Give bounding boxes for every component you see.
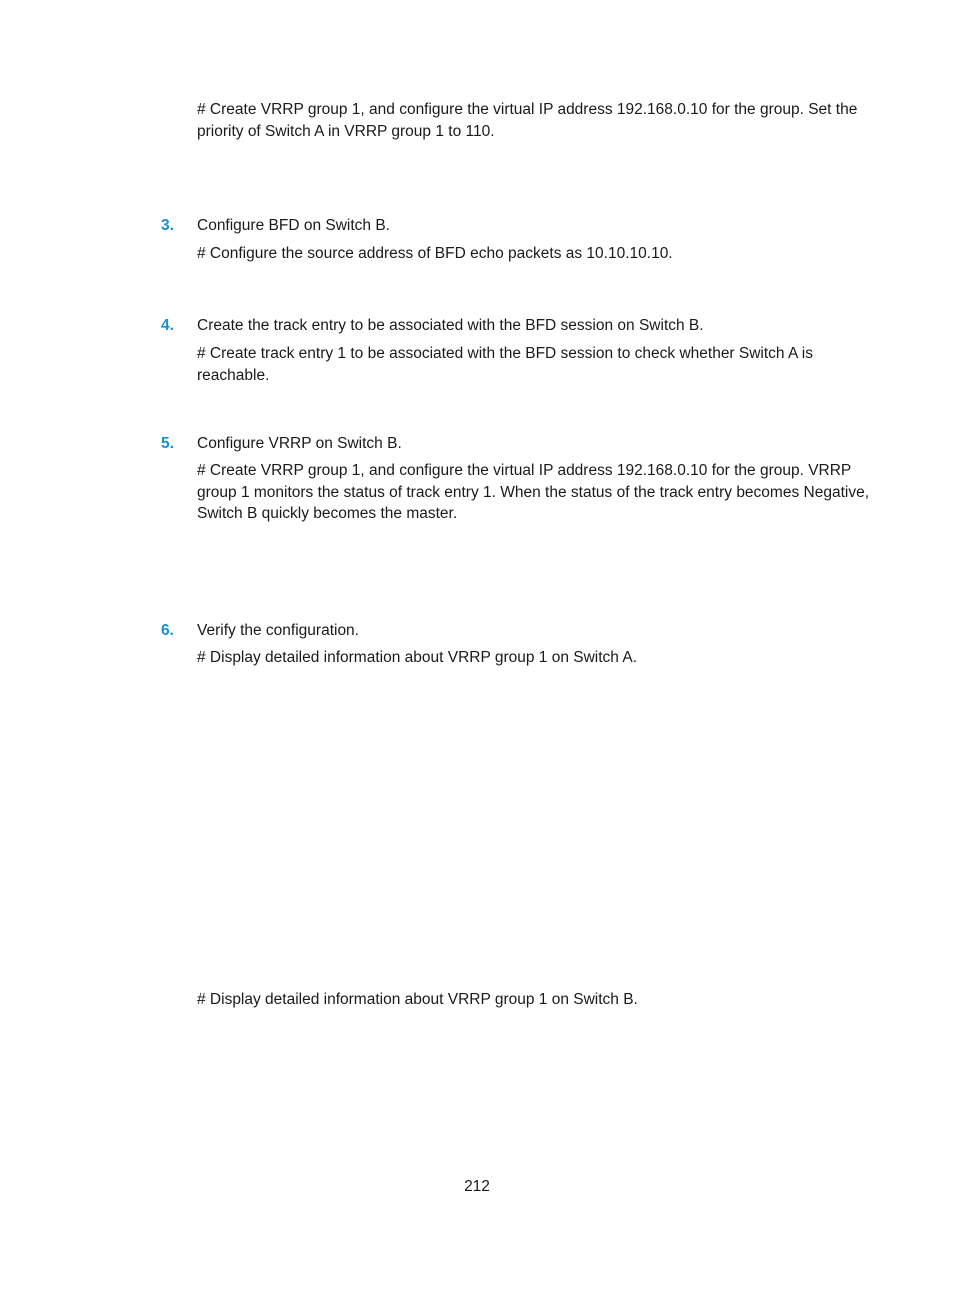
step-5-number: 5.	[161, 435, 174, 452]
step-3-description: # Configure the source address of BFD echo packets as 10.10.10.10.	[197, 245, 673, 262]
verify-switch-b-text: # Display detailed information about VRRP group 1 on Switch B.	[197, 991, 638, 1008]
step-4-number: 4.	[161, 317, 174, 334]
step-4-title: Create the track entry to be associated with the BFD session on Switch B.	[197, 317, 704, 334]
step-5-description: # Create VRRP group 1, and configure the virtual IP address 192.168.0.10 for the group. VRRP group 1 monitors the status of track entry 1. When the status of the track entry becomes Negative, Switch B quickly becomes the master.	[197, 462, 869, 522]
step-3-title: Configure BFD on Switch B.	[197, 217, 390, 234]
step-3-number: 3.	[161, 217, 174, 234]
step-6-description: # Display detailed information about VRRP group 1 on Switch A.	[197, 649, 637, 666]
page-number: 212	[464, 1178, 490, 1195]
step-4-description: # Create track entry 1 to be associated with the BFD session to check whether Switch A is reachable.	[197, 345, 813, 384]
step-5-title: Configure VRRP on Switch B.	[197, 435, 402, 452]
step-6-title: Verify the configuration.	[197, 622, 359, 639]
step-6-number: 6.	[161, 622, 174, 639]
intro-paragraph: # Create VRRP group 1, and configure the virtual IP address 192.168.0.10 for the group. Set the priority of Switch A in VRRP group 1 to 110.	[197, 101, 858, 140]
